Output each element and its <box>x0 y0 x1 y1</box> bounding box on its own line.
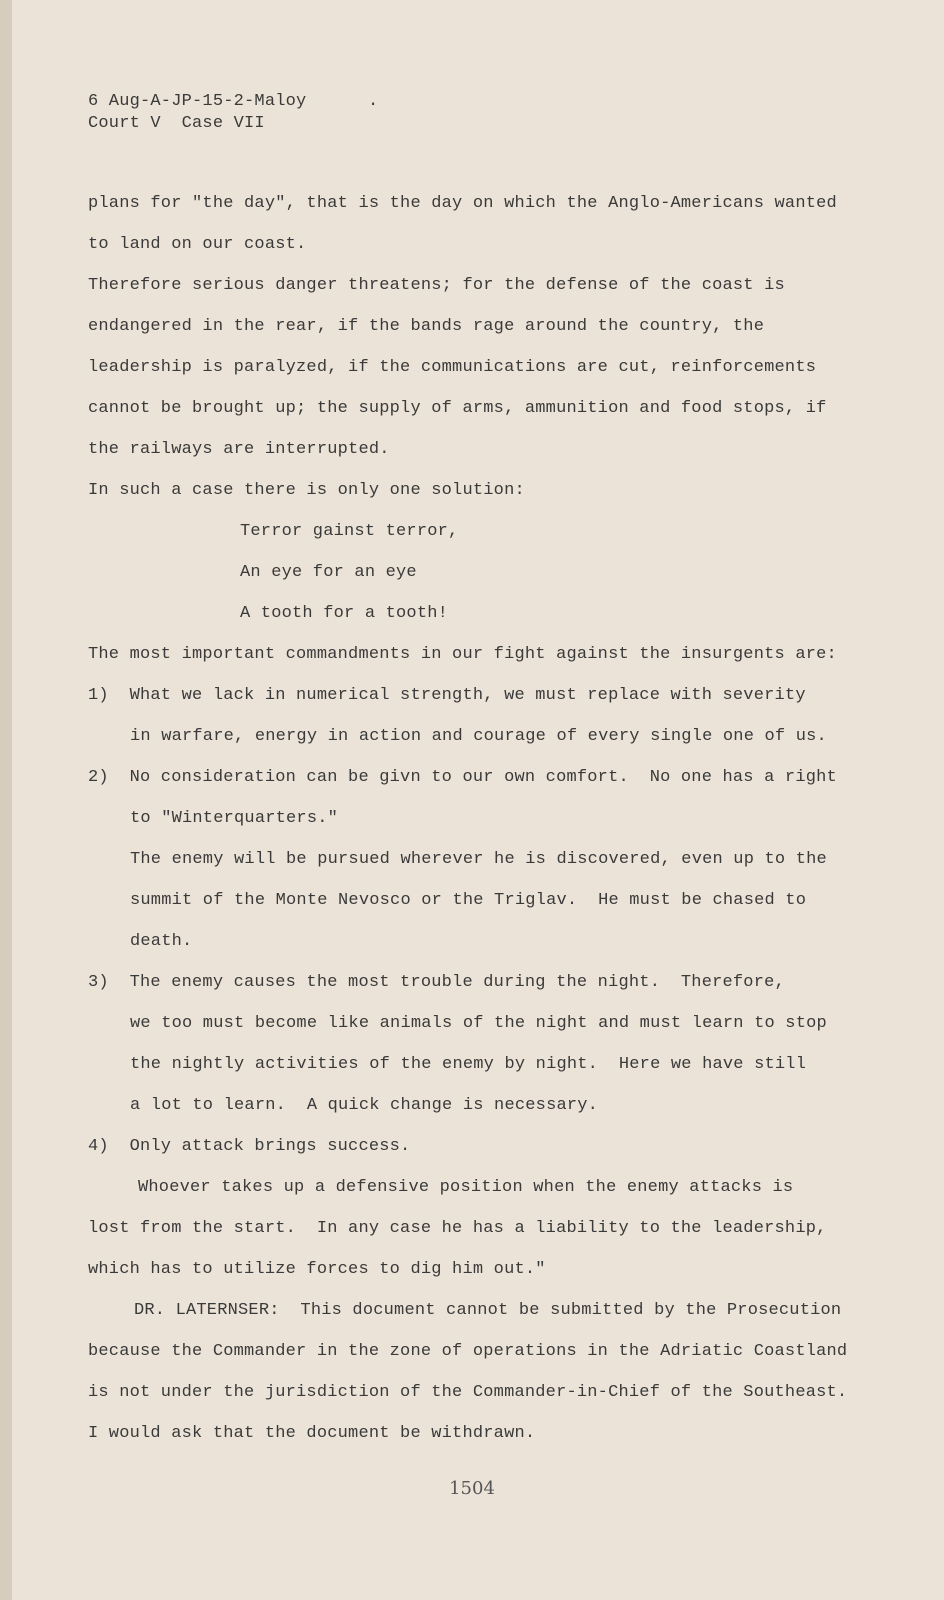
list-item-continuation: in warfare, energy in action and courage of every single one of us. <box>130 727 827 746</box>
list-item-continuation: we too must become like animals of the night and must learn to stop <box>130 1014 827 1033</box>
body-line: lost from the start. In any case he has a liability to the leadership, <box>88 1219 827 1238</box>
body-line: the railways are interrupted. <box>88 440 390 459</box>
header-mark: . <box>368 92 379 111</box>
list-item-continuation: a lot to learn. A quick change is necessary. <box>130 1096 599 1115</box>
body-line: Whoever takes up a defensive position when the enemy attacks is <box>138 1178 794 1197</box>
speaker-line: DR. LATERNSER: This document cannot be submitted by the Prosecution <box>134 1301 842 1320</box>
list-item: 1) What we lack in numerical strength, we must replace with severity <box>88 686 806 705</box>
list-item-continuation: summit of the Monte Nevosco or the Triglav. He must be chased to <box>130 891 807 910</box>
body-line: Therefore serious danger threatens; for the defense of the coast is <box>88 276 785 295</box>
body-line: is not under the jurisdiction of the Commander-in-Chief of the Southeast. <box>88 1383 848 1402</box>
list-item-continuation: to "Winterquarters." <box>130 809 339 828</box>
body-line: plans for "the day", that is the day on which the Anglo-Americans wanted <box>88 194 837 213</box>
list-item-continuation: the nightly activities of the enemy by night. Here we have still <box>130 1055 807 1074</box>
header-court: Court V Case VII <box>88 114 265 133</box>
quote-line: Terror gainst terror, <box>240 522 459 541</box>
page-number: 1504 <box>449 1478 495 1499</box>
body-line: In such a case there is only one solution: <box>88 481 525 500</box>
body-line: to land on our coast. <box>88 235 307 254</box>
list-item-continuation: The enemy will be pursued wherever he is discovered, even up to the <box>130 850 827 869</box>
body-line: leadership is paralyzed, if the communications are cut, reinforcements <box>88 358 817 377</box>
list-item: 2) No consideration can be givn to our own comfort. No one has a right <box>88 768 837 787</box>
body-line: because the Commander in the zone of operations in the Adriatic Coastland <box>88 1342 848 1361</box>
header-ref: 6 Aug-A-JP-15-2-Maloy <box>88 92 307 111</box>
body-line: which has to utilize forces to dig him out." <box>88 1260 546 1279</box>
body-line: The most important commandments in our fight against the insurgents are: <box>88 645 837 664</box>
list-item: 4) Only attack brings success. <box>88 1137 411 1156</box>
body-line: endangered in the rear, if the bands rage around the country, the <box>88 317 765 336</box>
quote-line: A tooth for a tooth! <box>240 604 449 623</box>
page-edge <box>0 0 12 1600</box>
body-line: I would ask that the document be withdrawn. <box>88 1424 536 1443</box>
quote-line: An eye for an eye <box>240 563 417 582</box>
list-item-continuation: death. <box>130 932 193 951</box>
list-item: 3) The enemy causes the most trouble during the night. Therefore, <box>88 973 785 992</box>
body-line: cannot be brought up; the supply of arms, ammunition and food stops, if <box>88 399 827 418</box>
